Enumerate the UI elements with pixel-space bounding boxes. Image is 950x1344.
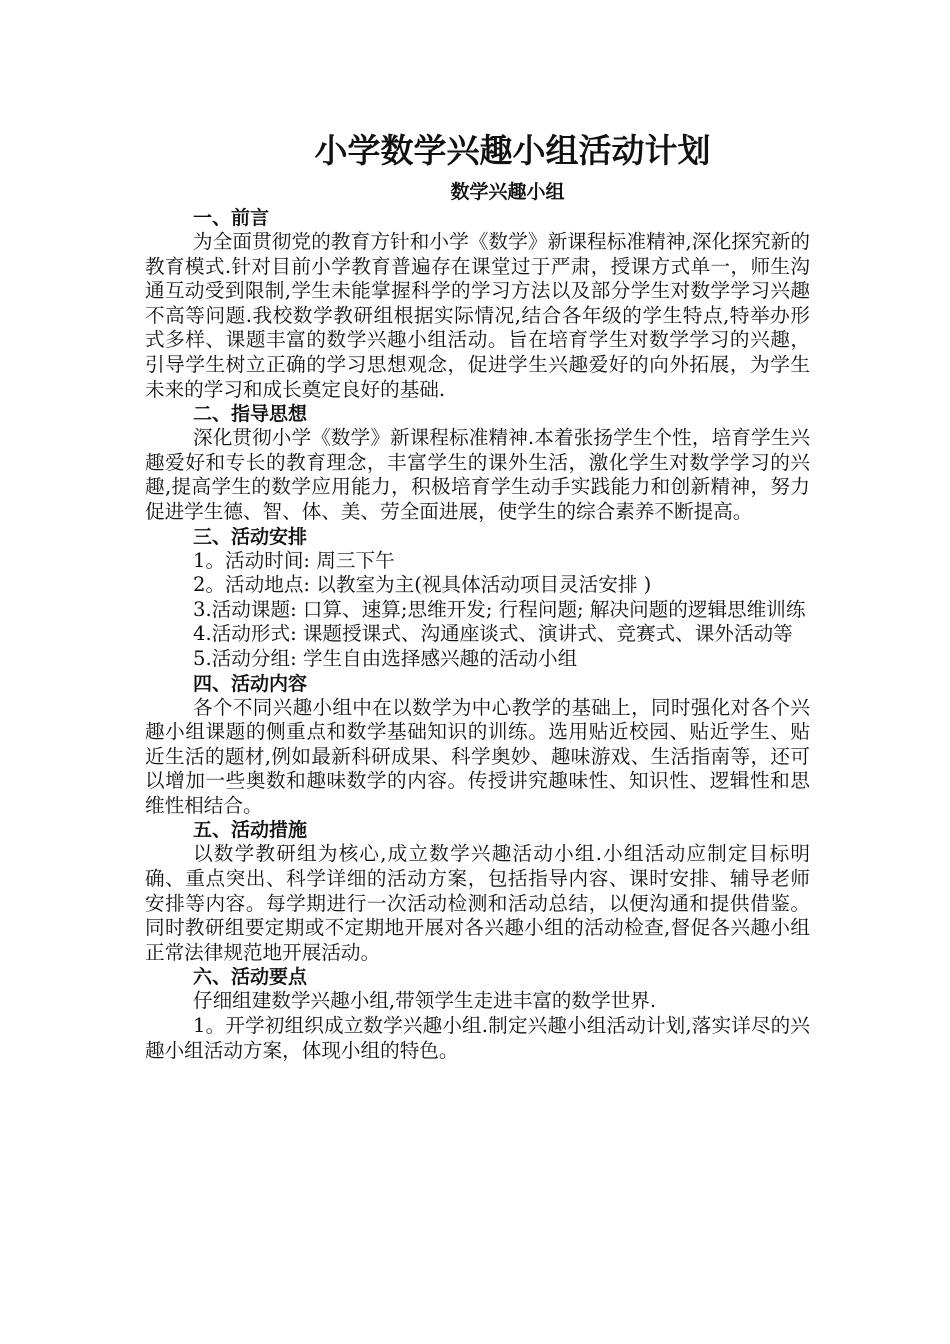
list-item: 2。活动地点: 以教室为主(视具体活动项目灵活安排 ) bbox=[193, 573, 652, 597]
section-paragraph: 以数学教研组为核心,成立数学兴趣活动小组.小组活动应制定目标明确、重点突出、科学详细的活动方案，包括指导内容、课时安排、辅导老师安排等内容。每学期进行一次活动检测和活动总结，以便沟通和提供借鉴。同时教研组要定期或不定期地开展对各兴趣小组的活动检查,督促各兴趣小组正常法律规范地开展活动。 bbox=[145, 842, 810, 964]
list-item: 3.活动课题: 口算、速算;思维开发; 行程问题; 解决问题的逻辑思维训练 bbox=[193, 597, 806, 621]
document-title: 小学数学兴趣小组活动计划 bbox=[314, 131, 711, 170]
list-item: 1。活动时间: 周三下午 bbox=[193, 548, 395, 572]
section-paragraph: 为全面贯彻党的教育方针和小学《数学》新课程标准精神,深化探究新的教育模式.针对目前小学教育普遍存在课堂过于严肃，授课方式单一，师生沟通互动受到限制,学生未能掌握科学的学习方法以及部分学生对数学学习兴趣不高等问题.我校数学教研组根据实际情况,结合各年级的学生特点,特举办形式多样、课题丰富的数学兴趣小组活动。旨在培育学生对数学学习的兴趣，引导学生树立正确的学习思想观念，促进学生兴趣爱好的向外拓展，为学生未来的学习和成长奠定良好的基础. bbox=[145, 230, 810, 401]
section-heading: 六、活动要点 bbox=[193, 966, 308, 989]
section-heading: 三、活动安排 bbox=[193, 525, 308, 548]
section-activity-key-points bbox=[145, 965, 810, 1063]
section-heading: 一、前言 bbox=[193, 207, 270, 229]
list-item: 5.活动分组: 学生自由选择感兴趣的活动小组 bbox=[193, 646, 578, 670]
section-guiding-ideology bbox=[145, 402, 810, 524]
section-paragraph: 仔细组建数学兴趣小组,带领学生走进丰富的数学世界. bbox=[193, 989, 657, 1013]
list-item: 4.活动形式: 课题授课式、沟通座谈式、演讲式、竞赛式、课外活动等 bbox=[193, 622, 793, 646]
section-activity-arrangement bbox=[145, 525, 810, 672]
section-activity-content bbox=[145, 672, 810, 819]
section-heading: 五、活动措施 bbox=[193, 819, 308, 842]
document-subtitle: 数学兴趣小组 bbox=[450, 181, 565, 203]
section-activity-measures bbox=[145, 818, 810, 965]
list-item: 1。开学初组织成立数学兴趣小组.制定兴趣小组活动计划,落实详尽的兴趣小组活动方案，体现小组的特色。 bbox=[145, 1014, 810, 1062]
section-heading: 二、指导思想 bbox=[193, 403, 308, 426]
section-paragraph: 深化贯彻小学《数学》新课程标准精神.本着张扬学生个性，培育学生兴趣爱好和专长的教育理念，丰富学生的课外生活，激化学生对数学学习的兴趣,提高学生的数学应用能力，积极培育学生动手实践能力和创新精神，努力促进学生德、智、体、美、劳全面进展，使学生的综合素养不断提高。 bbox=[145, 426, 810, 523]
section-paragraph: 各个不同兴趣小组中在以数学为中心教学的基础上，同时强化对各个兴趣小组课题的侧重点和数学基础知识的训练。选用贴近校园、贴近学生、贴近生活的题材,例如最新科研成果、科学奥妙、趣味游戏、生活指南等，还可以增加一些奥数和趣味数学的内容。传授讲究趣味性、知识性、逻辑性和思维性相结合。 bbox=[145, 695, 810, 817]
section-heading: 四、活动内容 bbox=[193, 672, 308, 695]
section-preface bbox=[145, 206, 810, 402]
document-page bbox=[145, 128, 810, 1063]
